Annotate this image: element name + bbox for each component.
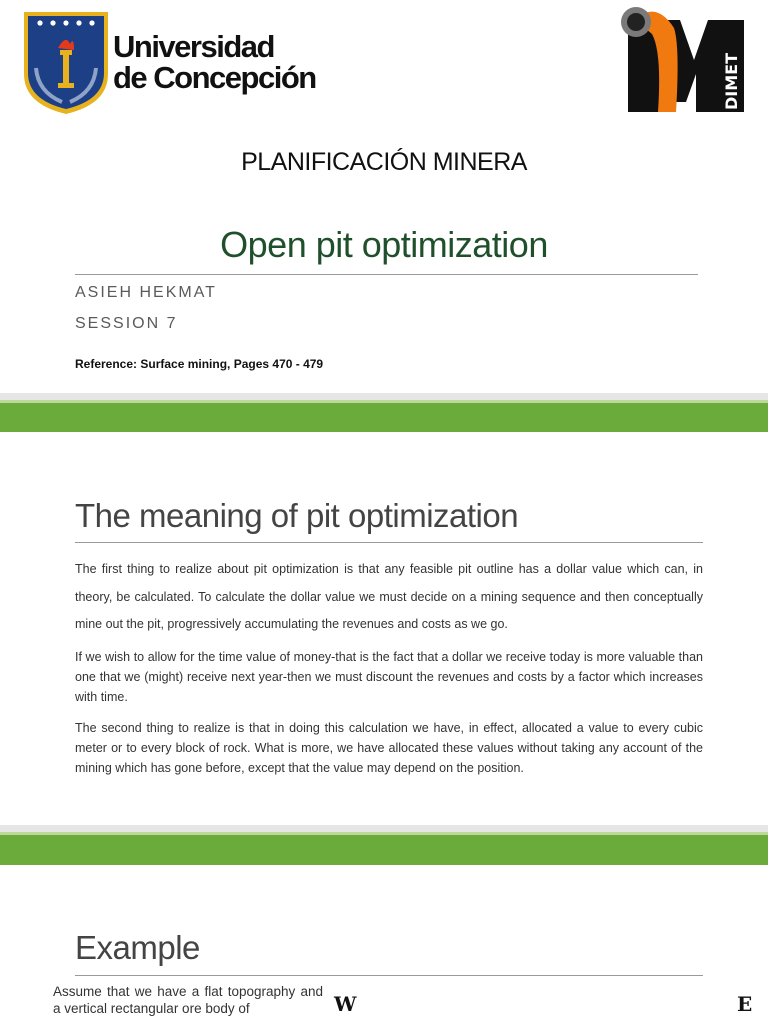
reference-text: Reference: Surface mining, Pages 470 - 479	[75, 357, 324, 371]
slide-separator-band	[0, 400, 768, 432]
session-label: SESSION 7	[75, 315, 178, 332]
slide3-heading: Example	[75, 929, 200, 966]
example-text: Assume that we have a flat topography and a vertical rectangular ore body of	[53, 984, 323, 1016]
paragraph-2: If we wish to allow for the time value of money-that is the fact that a dollar we receive today is more valuable than one that we (might) receive next year-then we must discount the revenues and costs by a factor which increases with time.	[75, 650, 703, 704]
udec-shield-logo	[22, 10, 110, 116]
slide-separator-stripe-2	[0, 832, 768, 835]
university-name-line1: Universidad	[113, 29, 274, 64]
title-divider	[75, 274, 698, 275]
dimet-text: DIMET	[722, 53, 741, 110]
paragraph-1: The first thing to realize about pit optimization is that any feasible pit outline has a dollar value which can, in theory, be calculated. To calculate the dollar value we must decide on a mining sequence and then conceptually mine out the pit, progressively accumulating the revenues and costs as we go.	[75, 562, 703, 631]
slide-separator-gap-2	[0, 825, 768, 832]
slide3-divider	[75, 975, 703, 976]
author-name: ASIEH HEKMAT	[75, 284, 217, 301]
slide-separator-band-2	[0, 832, 768, 865]
east-label: E	[737, 992, 753, 1016]
slide2-divider	[75, 542, 703, 543]
lecture-title: Open pit optimization	[220, 224, 548, 265]
university-name-line2: de Concepción	[113, 60, 316, 95]
paragraph-3: The second thing to realize is that in doing this calculation we have, in effect, allocated a value to every cubic meter or to every block of rock. What is more, we have allocated these values without taking any account of the mining which has gone before, except that the value may depend on the position.	[75, 721, 703, 775]
slide-separator-gap	[0, 393, 768, 400]
course-title: PLANIFICACIÓN MINERA	[241, 148, 527, 176]
slide-separator-stripe	[0, 400, 768, 403]
slide2-heading: The meaning of pit optimization	[75, 497, 519, 534]
west-label: W	[334, 992, 357, 1016]
dimet-logo	[616, 2, 750, 114]
